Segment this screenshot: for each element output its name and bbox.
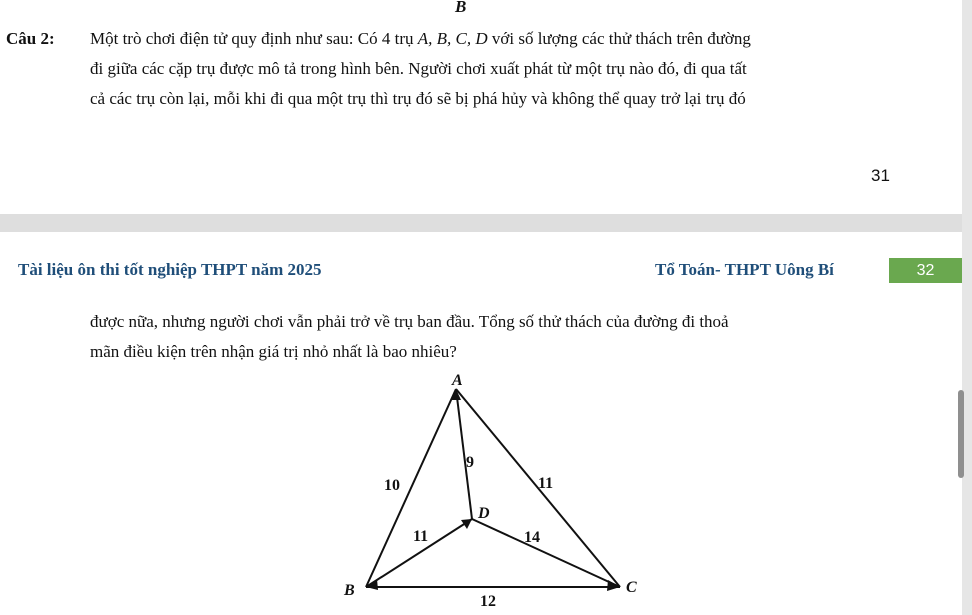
header-title: Tài liệu ôn thi tốt nghiệp THPT năm 2025 xyxy=(18,260,322,279)
weight-BC: 12 xyxy=(480,593,496,610)
weight-AD: 9 xyxy=(466,454,474,471)
weight-AB: 10 xyxy=(384,477,400,494)
weight-CD: 14 xyxy=(524,529,540,546)
header-school: Tổ Toán- THPT Uông Bí xyxy=(655,260,834,279)
point-A: A xyxy=(452,372,463,389)
weight-BD: 11 xyxy=(413,528,429,545)
point-C: C xyxy=(626,579,637,596)
page-number-31: 31 xyxy=(871,166,890,185)
question-label: Câu 2: xyxy=(6,29,55,48)
weight-AC: 11 xyxy=(538,475,554,492)
point-list: A, B, C, D xyxy=(417,29,488,48)
point-B: B xyxy=(344,582,355,599)
point-D: D xyxy=(478,505,490,522)
question-line-4: được nữa, nhưng người chơi vẫn phải trở về trụ ban đầu. Tổng số thử thách của đường đi thoả xyxy=(90,312,729,331)
question-line-5: mãn điều kiện trên nhận giá trị nhỏ nhất là bao nhiêu? xyxy=(90,342,457,361)
figure-label-top: B xyxy=(455,0,467,16)
question-line-3: cả các trụ còn lại, mỗi khi đi qua một trụ thì trụ đó sẽ bị phá hủy và không thể quay trở lại trụ đó xyxy=(90,89,746,108)
question-line-1: Một trò chơi điện tử quy định như sau: Có 4 trụ A, B, C, D với số lượng các thử thách trên đường xyxy=(90,29,751,48)
edge-CD xyxy=(472,519,620,587)
question-line-2: đi giữa các cặp trụ được mô tả trong hình bên. Người chơi xuất phát từ một trụ nào đó, đi qua tất xyxy=(90,59,747,78)
page-number-badge: 32 xyxy=(889,258,962,283)
